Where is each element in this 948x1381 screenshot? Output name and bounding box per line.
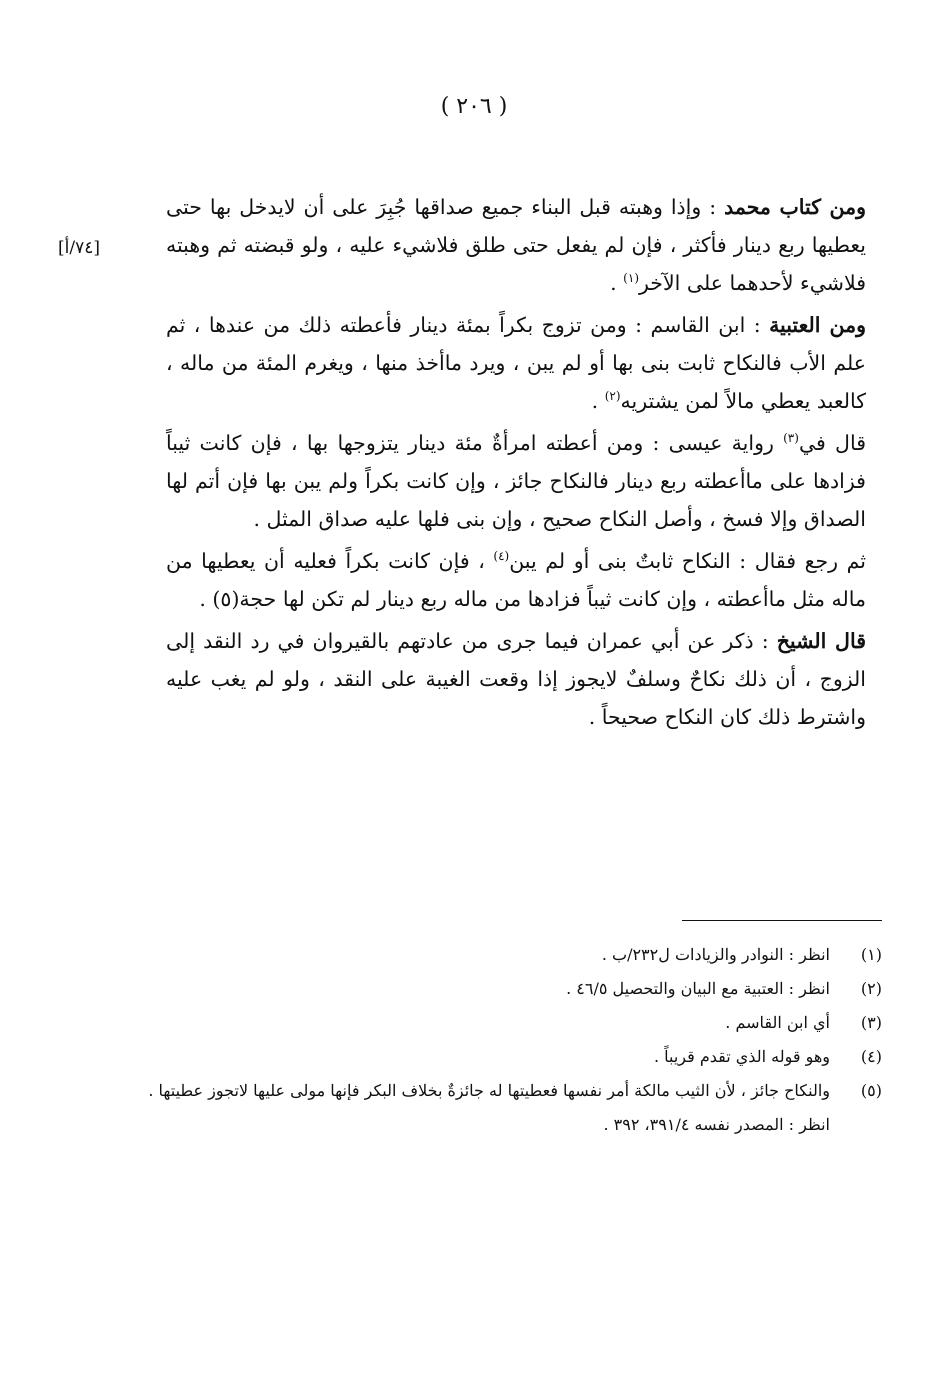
paragraph-lead: قال الشيخ (776, 629, 866, 653)
paragraph-tail: . (610, 271, 624, 295)
footnote-number (830, 1108, 882, 1142)
footnote (142, 938, 882, 972)
footnote (142, 972, 882, 1006)
footnote-text: انظر : المصدر نفسه ٣٩١/٤، ٣٩٢ . (603, 1115, 830, 1134)
paragraph (166, 306, 866, 420)
paragraph-text: : وإذا وهبته قبل البناء جميع صداقها جُبِرَ على أن لايدخل بها حتى يعطيها ربع دينار فأكثر ، فإن لم يفعل حتى طلق فلاشيء عليه ، ولو قبضته ثم وهبته فلاشيء لأحدهما على الآخر (166, 195, 866, 295)
paragraph (166, 424, 866, 538)
footnote-divider (682, 920, 882, 921)
paragraph (166, 188, 866, 302)
page-number: ( ٢٠٦ ) (440, 94, 508, 119)
main-text (166, 188, 866, 740)
footnotes (142, 938, 882, 1142)
footnote-text: أي ابن القاسم . (725, 1013, 830, 1032)
footnote (142, 1074, 882, 1108)
footnote-number: (٣) (860, 1013, 882, 1032)
paragraph-text: : ذكر عن أبي عمران فيما جرى من عادتهم بالقيروان في رد النقد إلى الزوج ، أن ذلك نكاحٌ وسلفٌ لايجوز إذا وقعت الغيبة على النقد ، ولو لم يغب عليه واشترط ذلك كان النكاح صحيحاً . (166, 629, 866, 729)
footnote-number: (٤) (860, 1047, 882, 1066)
paragraph-text: ثم رجع فقال : النكاح ثابتٌ بنى أو لم يبن (509, 549, 866, 573)
paragraph (166, 542, 866, 618)
paragraph-tail: . (591, 389, 605, 413)
paragraph-tail: رواية عيسى : ومن أعطته امرأةٌ مئة دينار يتزوجها بها ، فإن كانت ثيباً فزادها على ماأعطته ربع دينار فالنكاح جائز ، وإن كانت بكراً ولم يبن بها فإن أتم لها الصداق وإلا فسخ ، وأصل النكاح صحيح ، وإن بنى فلها عليه صداق المثل . (166, 431, 866, 531)
footnote-marker: (٤) (493, 549, 510, 564)
paragraph-text: قال في (798, 431, 867, 455)
paragraph-text: : ابن القاسم : ومن تزوج بكراً بمئة دينار فأعطته ذلك من عندها ، ثم علم الأب فالنكاح ثابت بنى بها أو لم يبن ، ويرد ماأخذ منها ، ويغرم المئة من ماله ، كالعبد يعطي مالاً لمن يشتريه (166, 313, 866, 413)
paragraph-lead: ومن العتبية (769, 313, 866, 337)
footnote-marker: (١) (623, 271, 639, 286)
footnote-marker: (٢) (604, 389, 621, 404)
footnote-number: (١) (860, 945, 882, 964)
footnote-marker: (٣) (783, 431, 799, 446)
footnote-text: انظر : العتبية مع البيان والتحصيل ٤٦/٥ . (566, 979, 830, 998)
footnote (142, 1006, 882, 1040)
footnote-number: (٥) (860, 1081, 882, 1100)
footnote (142, 1108, 882, 1142)
footnote-text: والنكاح جائز ، لأن الثيب مالكة أمر نفسها فعطيتها له جائزةٌ بخلاف البكر فإنها مولى عليها لاتجوز عطيتها . (148, 1081, 830, 1100)
footnote-text: وهو قوله الذي تقدم قريباً . (653, 1047, 830, 1066)
footnote-text: انظر : النوادر والزيادات ل٢٣٢/ب . (601, 945, 830, 964)
footnote (142, 1040, 882, 1074)
paragraph-tail: ، فإن كانت بكراً فعليه أن يعطيها من ماله مثل ماأعطته ، وإن كانت ثيباً فزادها من ماله ربع دينار لم تكن لها حجة(٥) . (166, 549, 866, 611)
footnote-number: (٢) (860, 979, 882, 998)
paragraph-lead: ومن كتاب محمد (724, 195, 867, 219)
paragraph (166, 622, 866, 736)
margin-folio-reference: [٧٤/أ] (58, 238, 100, 258)
